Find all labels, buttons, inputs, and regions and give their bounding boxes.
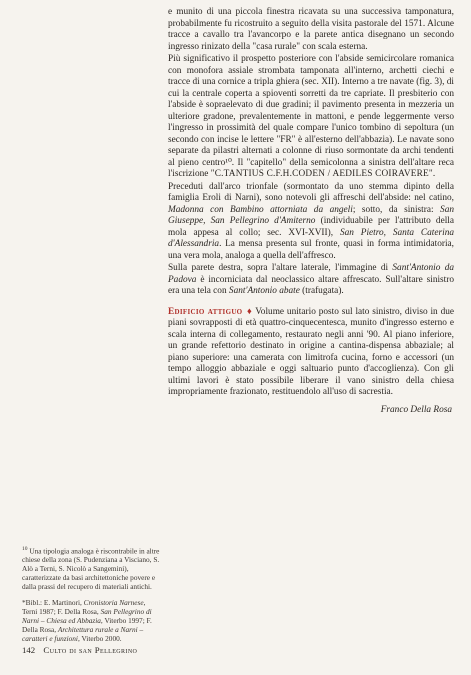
running-head: Culto di san Pellegrino (43, 645, 138, 655)
altars-text-3: (trafugata). (299, 286, 344, 296)
section-text: Volume unitario posto sul lato sinistro, diviso in due piani sovrapposti di età quattro-cinquecentesca, munito d'ingresso esterno e scala interna di collegamento, restaurato negli anni '90. Al piano inferiore, un grande refettorio destinato in origine a cantina-dispensa abbaziale; al piano superiore: una camerata con limitrofa cucina, forno e accessori (un tempo alloggio abbaziale e oggi saltuario punto d'accoglienza). Con gli ultimi lavori è stato possibile liberare il vano sinistro della chiesa impropriamente frazionato, restituendolo all'uso di sacrestia. (168, 306, 455, 397)
footnote-10 (22, 545, 162, 591)
section-title: Edificio attiguo (168, 306, 243, 317)
footnote-number: 10 (22, 546, 28, 552)
bib-title-2: San Pellegrino di Narni – Chiesa ed Abbazia (22, 607, 152, 626)
bib-text-1: *Bibl.: E. Martinori, (22, 598, 84, 608)
paragraph-apse-text: Più significativo il prospetto posteriore con l'abside semicircolare romanica con monofora assiale strombata tamponata all'interno, archetti ciechi e tracce di una cornice a tripla ghiera (sec. XII). Interno a tre navate (fig. 3), di cui la centrale coperta a spioventi sorretti da tre capriate. Il presbiterio con l'abside è sopraelevato di due gradini; il pavimento presenta in mezzeria un ulteriore gradone, prevalentemente in mattoni, e pende leggermente verso l'ingresso in prossimità del quale compare l'unico tombino di sepoltura (un secondo con incise le lettere "FR" è all'esterno dell'abbazia). Le navate sono separate da pilastri alternati a colonne di riuso sormontate da archi tendenti al pieno centro¹⁰. Il "capitello" della semicolonna a sinistra dell'altare reca l'iscrizione (168, 54, 454, 179)
bib-title-1: Cronistoria Narnese (83, 598, 144, 608)
footnote-text: Una tipologia analoga è riscontrabile in altre chiese della zona (S. Pudenziana a Visciano, S. Alò a Terni, S. Nicolò a Sangemini), caratterizzate da basi architettoniche povere e dalla prassi del recupero di materiali antichi. (22, 546, 160, 592)
bib-title-3: Architettura rurale a Narni – caratteri e funzioni (22, 625, 144, 644)
frescoes-text-4: . La mensa presenta sul fronte, quasi in forma intimidatoria, una vera mola, analoga a quella dell'affresco. (168, 239, 454, 261)
bib-text-4: , Viterbo 2000. (77, 634, 122, 644)
paragraph-altars (168, 263, 454, 298)
bibliography-note (22, 598, 162, 643)
author-signature: Franco Della Rosa (380, 404, 452, 415)
altars-title-2: Sant'Antonio abate (228, 286, 300, 296)
frescoes-text-1: Preceduti dall'arco trionfale (sormontato da uno stemma dipinto della famiglia Eroli di Narni), sono notevoli gli affreschi dell'abside: nel catino, (168, 181, 454, 203)
frescoes-title-1: Madonna con Bambino attorniata da angeli (168, 204, 353, 215)
diamond-bullet-icon: ♦ (246, 306, 253, 317)
frescoes-text-2: ; sotto, da sinistra: (352, 204, 441, 215)
frescoes-title-2: San Giuseppe, San Pellegrino d'Amiterno (168, 204, 454, 226)
paragraph-facade: e munito di una piccola finestra ricavata su una successiva tamponatura, probabilmente fu ricostruito a seguito della visita pastorale del 1571. Alcune tracce a cavallo tra l'avancorpo e la parete antica disegnano un secondo ingresso rinizato della "casa rurale" con scala esterna. (168, 7, 454, 52)
section-spacer (168, 299, 454, 307)
main-text-column (168, 7, 454, 416)
frescoes-title-3: San Pietro, Santa Caterina d'Alessandria (168, 227, 454, 249)
paragraph-adjacent-building (168, 307, 454, 399)
paragraph-frescoes (168, 182, 454, 263)
bib-text-2: , Terni 1987; F. Della Rosa, (22, 598, 146, 617)
inscription-text: "C.TANTIUS C.F.H.CODEN / AEDILES COIRAVERE". (210, 169, 436, 179)
page-footer (22, 645, 137, 655)
altars-text-2: è incorniciata dal neoclassico altare affrescato. Sull'altare sinistro era una tela con (168, 274, 454, 296)
altars-title-1: Sant'Antonio da Padova (168, 263, 454, 285)
frescoes-text-3: (individuabile per l'attributo della mola appesa al collo; sec. XVI-XVII), (168, 216, 454, 238)
page-number: 142 (22, 645, 36, 655)
altars-text-1: Sulla parete destra, sopra l'altare laterale, l'immagine di (168, 263, 393, 273)
footnotes-column (22, 545, 162, 650)
paragraph-apse-interior (168, 54, 454, 181)
bib-text-3: , Viterbo 1997; F. Della Rosa, (22, 616, 152, 635)
